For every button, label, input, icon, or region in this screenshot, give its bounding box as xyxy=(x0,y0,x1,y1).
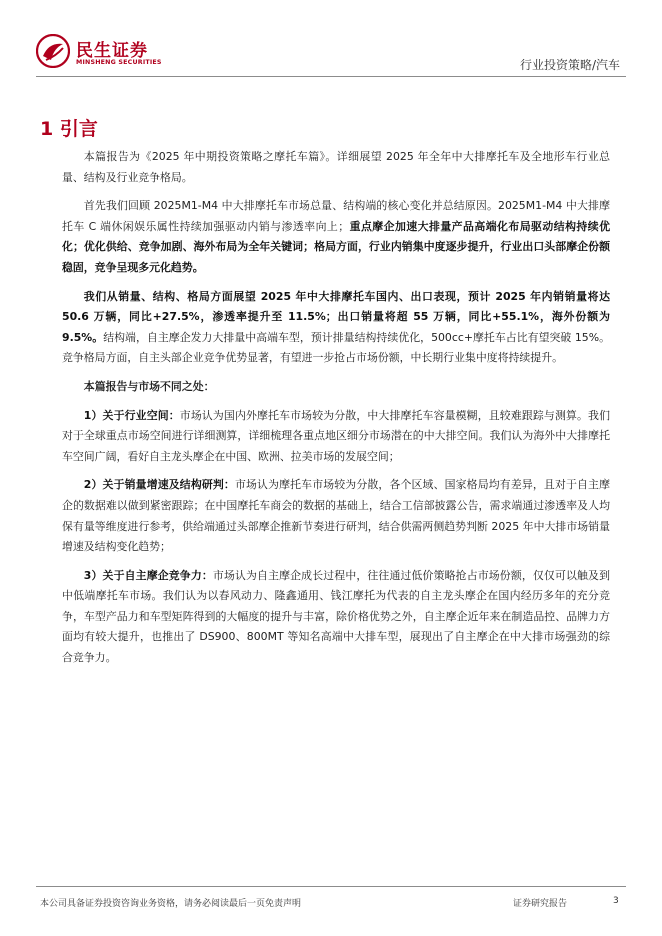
minsheng-logo-icon xyxy=(36,34,70,68)
difference-label: 2）关于销量增速及结构研判： xyxy=(83,478,235,492)
report-body xyxy=(62,147,610,677)
header-divider xyxy=(36,76,626,77)
footer-document-type: 证券研究报告 xyxy=(513,899,568,909)
difference-item-sales-structure xyxy=(62,475,610,557)
section-title: 1 引言 xyxy=(40,118,98,140)
logo-chinese-name: 民生证券 xyxy=(76,41,148,61)
review-bold-text: 重点摩企加速大排量产品高端化布局驱动结构持续优化；优化供给、竞争加剧、海外布局为全年关键词；格局方面，行业内销集中度逐步提升，行业出口头部摩企份额稳固，竞争呈现多元化趋势。 xyxy=(62,219,610,274)
review-paragraph xyxy=(62,196,610,278)
page-header xyxy=(0,0,662,80)
difference-item-industry-space xyxy=(62,406,610,468)
outlook-text: 结构端，自主摩企发力大排量中高端车型，预计排量结构持续优化，500cc+摩托车占比有望突破 15%。竞争格局方面，自主头部企业竞争优势显著，有望进一步抢占市场份额，中长期行业集中度将持续提升。 xyxy=(62,330,610,365)
intro-paragraph: 本篇报告为《2025 年中期投资策略之摩托车篇》。详细展望 2025 年全年中大排摩托车及全地形车行业总量、结构及行业竞争格局。 xyxy=(62,150,610,184)
footer-divider xyxy=(36,886,626,887)
difference-label: 3）关于自主摩企竞争力： xyxy=(83,568,213,582)
difference-label: 1）关于行业空间： xyxy=(83,408,180,422)
difference-item-competitiveness xyxy=(62,566,610,669)
difference-text: 市场认为摩托车市场较为分散，各个区域、国家格局均有差异，且对于自主摩企的数据难以做到紧密跟踪；在中国摩托车商会的数据的基础上，结合工信部披露公告，需求端通过渗透率及人均保有量等维度进行参考，供给端通过头部摩企推新节奏进行研判，结合供需两侧趋势判断 2025 年中大排市场销量增速及结构变化趋势； xyxy=(62,478,610,554)
logo-english-name: MINSHENG SECURITIES xyxy=(76,59,162,66)
difference-text: 市场认为自主摩企成长过程中，往往通过低价策略抢占市场份额，仅仅可以触及到中低端摩托车市场。我们认为以春风动力、隆鑫通用、钱江摩托为代表的自主龙头摩企在国内经历多年的充分竞争，车型产品力和车型矩阵得到的大幅度的提升与丰富，除价格优势之外，自主摩企近年来在制造品控、品牌力方面均有较大提升，也推出了 DS900、800MT 等知名高端中大排车型，展现出了自主摩企在中大排市场强劲的综合竞争力。 xyxy=(62,568,610,665)
differences-heading: 本篇报告与市场不同之处： xyxy=(83,379,215,393)
outlook-paragraph xyxy=(62,287,610,369)
difference-text: 市场认为国内外摩托车市场较为分散，中大排摩托车容量模糊，且较难跟踪与测算。我们对于全球重点市场空间进行详细测算，详细梳理各重点地区细分市场潜在的中大排空间。我们认为海外中大排摩托车空间广阔，看好自主龙头摩企在中国、欧洲、拉美市场的发展空间； xyxy=(62,408,610,463)
review-text: 首先我们回顾 2025M1-M4 中大排摩托车市场总量、结构端的核心变化并总结原因。2025M1-M4 中大排摩托车 C 端休闲娱乐属性持续加强驱动内销与渗透率向上； xyxy=(62,199,610,233)
footer-disclaimer: 本公司具备证券投资咨询业务资格，请务必阅读最后一页免责声明 xyxy=(40,899,302,909)
report-category: 行业投资策略/汽车 xyxy=(519,58,620,72)
outlook-bold-text: 我们从销量、结构、格局方面展望 2025 年中大排摩托车国内、出口表现，预计 2025 年内销销量将达 50.6 万辆，同比+27.5%，渗透率提升至 11.5%；出口销量将超 55 万辆，同比+55.1%，海外份额为 9.5%。 xyxy=(62,289,610,344)
company-logo xyxy=(36,34,161,70)
page-number: 3 xyxy=(613,896,619,906)
